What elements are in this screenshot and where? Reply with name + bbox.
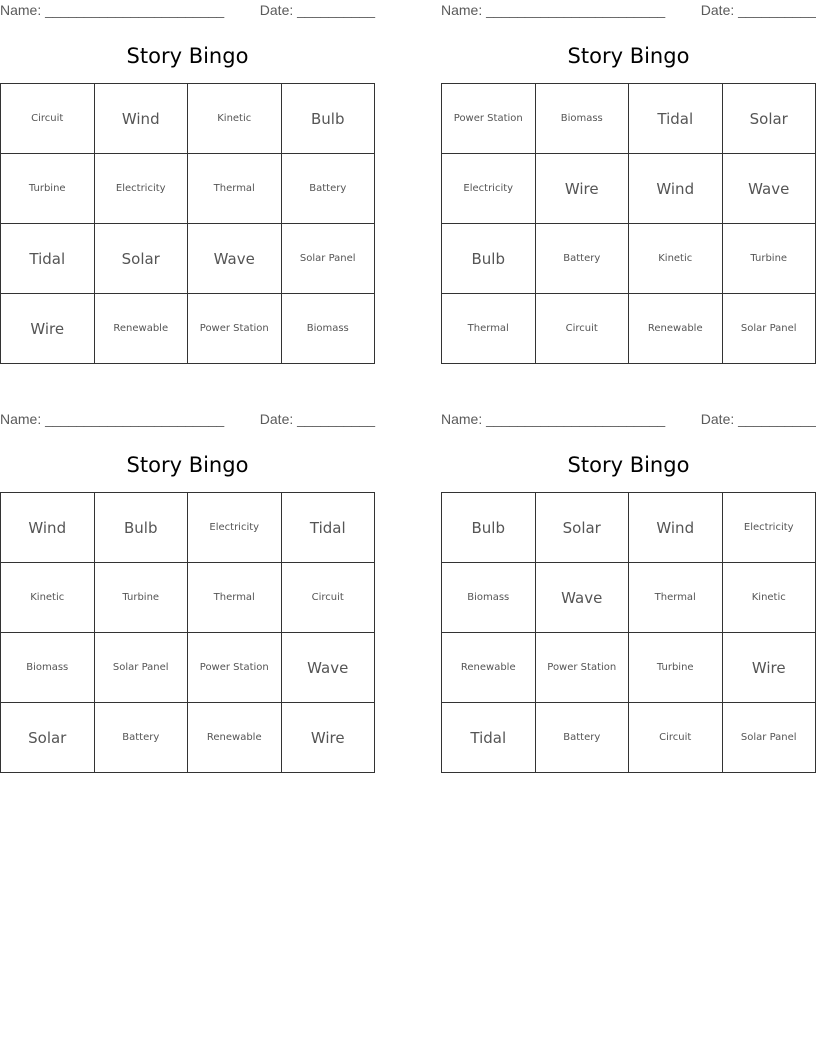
- card-header: [0, 411, 375, 429]
- bingo-card-3: [0, 409, 375, 774]
- grid-row: [1, 84, 375, 154]
- bingo-cell: Renewable: [188, 703, 282, 773]
- bingo-cell: Battery: [535, 224, 629, 294]
- grid-row: [1, 703, 375, 773]
- bingo-cell: Electricity: [94, 154, 188, 224]
- bingo-cell: Tidal: [629, 84, 723, 154]
- card-header: [441, 2, 816, 20]
- bingo-cell: Renewable: [94, 294, 188, 364]
- bingo-grid: [0, 492, 375, 773]
- name-field-label: Name: _______________________: [441, 2, 666, 18]
- bingo-cell: Turbine: [629, 633, 723, 703]
- bingo-cell: Bulb: [442, 493, 536, 563]
- bingo-card-2: [441, 0, 816, 365]
- grid-row: [442, 84, 816, 154]
- bingo-cell: Thermal: [629, 563, 723, 633]
- bingo-cell: Power Station: [442, 84, 536, 154]
- bingo-cell: Power Station: [188, 633, 282, 703]
- name-field-label: Name: _______________________: [0, 411, 225, 427]
- bingo-cell: Circuit: [535, 294, 629, 364]
- grid-row: [1, 633, 375, 703]
- bingo-grid: [441, 83, 816, 364]
- bingo-cell: Solar: [94, 224, 188, 294]
- name-field-label: Name: _______________________: [441, 411, 666, 427]
- bingo-cell: Wind: [629, 154, 723, 224]
- date-field-label: Date: __________: [700, 2, 816, 18]
- card-header: [441, 411, 816, 429]
- bingo-cell: Turbine: [722, 224, 816, 294]
- card-title: Story Bingo: [567, 453, 690, 477]
- card-title: Story Bingo: [126, 44, 249, 68]
- bingo-cell: Solar: [535, 493, 629, 563]
- bingo-cell: Electricity: [442, 154, 536, 224]
- bingo-cell: Wire: [1, 294, 95, 364]
- date-field-label: Date: __________: [259, 2, 375, 18]
- bingo-cell: Wire: [535, 154, 629, 224]
- grid-row: [442, 633, 816, 703]
- bingo-cell: Kinetic: [629, 224, 723, 294]
- grid-row: [442, 493, 816, 563]
- bingo-cell: Renewable: [629, 294, 723, 364]
- bingo-cell: Kinetic: [188, 84, 282, 154]
- bingo-cell: Wire: [281, 703, 375, 773]
- card-header: [0, 2, 375, 20]
- grid-row: [442, 224, 816, 294]
- grid-row: [1, 224, 375, 294]
- bingo-cell: Circuit: [1, 84, 95, 154]
- bingo-cell: Tidal: [442, 703, 536, 773]
- bingo-cell: Power Station: [188, 294, 282, 364]
- grid-row: [1, 563, 375, 633]
- bingo-cell: Wave: [535, 563, 629, 633]
- bingo-cell: Circuit: [629, 703, 723, 773]
- card-title: Story Bingo: [567, 44, 690, 68]
- bingo-cell: Battery: [535, 703, 629, 773]
- bingo-grid: [0, 83, 375, 364]
- bingo-grid: [441, 492, 816, 773]
- bingo-cell: Wind: [1, 493, 95, 563]
- bingo-card-1: [0, 0, 375, 365]
- bingo-cell: Tidal: [281, 493, 375, 563]
- bingo-cell: Circuit: [281, 563, 375, 633]
- bingo-cell: Thermal: [188, 563, 282, 633]
- bingo-cell: Electricity: [722, 493, 816, 563]
- bingo-cell: Thermal: [188, 154, 282, 224]
- bingo-cell: Solar: [722, 84, 816, 154]
- bingo-cell: Biomass: [535, 84, 629, 154]
- bingo-cell: Tidal: [1, 224, 95, 294]
- date-field-label: Date: __________: [259, 411, 375, 427]
- bingo-cell: Wave: [281, 633, 375, 703]
- grid-row: [1, 294, 375, 364]
- grid-row: [442, 154, 816, 224]
- bingo-cell: Wind: [629, 493, 723, 563]
- bingo-cell: Turbine: [94, 563, 188, 633]
- bingo-cell: Solar Panel: [94, 633, 188, 703]
- bingo-cell: Biomass: [281, 294, 375, 364]
- bingo-cell: Battery: [281, 154, 375, 224]
- date-field-label: Date: __________: [700, 411, 816, 427]
- grid-row: [442, 703, 816, 773]
- bingo-cell: Wind: [94, 84, 188, 154]
- bingo-cell: Biomass: [1, 633, 95, 703]
- bingo-cell: Solar: [1, 703, 95, 773]
- bingo-cell: Battery: [94, 703, 188, 773]
- bingo-cell: Wave: [188, 224, 282, 294]
- grid-row: [442, 294, 816, 364]
- bingo-cell: Bulb: [281, 84, 375, 154]
- grid-row: [442, 563, 816, 633]
- bingo-cell: Turbine: [1, 154, 95, 224]
- bingo-cell: Power Station: [535, 633, 629, 703]
- bingo-cell: Thermal: [442, 294, 536, 364]
- bingo-card-4: [441, 409, 816, 774]
- bingo-cell: Solar Panel: [722, 703, 816, 773]
- bingo-cell: Kinetic: [1, 563, 95, 633]
- bingo-cell: Wave: [722, 154, 816, 224]
- grid-row: [1, 154, 375, 224]
- name-field-label: Name: _______________________: [0, 2, 225, 18]
- bingo-cell: Solar Panel: [722, 294, 816, 364]
- bingo-cell: Kinetic: [722, 563, 816, 633]
- bingo-cell: Renewable: [442, 633, 536, 703]
- bingo-cell: Bulb: [442, 224, 536, 294]
- grid-row: [1, 493, 375, 563]
- bingo-cell: Electricity: [188, 493, 282, 563]
- bingo-cell: Biomass: [442, 563, 536, 633]
- card-title: Story Bingo: [126, 453, 249, 477]
- bingo-cell: Solar Panel: [281, 224, 375, 294]
- bingo-cell: Wire: [722, 633, 816, 703]
- bingo-cell: Bulb: [94, 493, 188, 563]
